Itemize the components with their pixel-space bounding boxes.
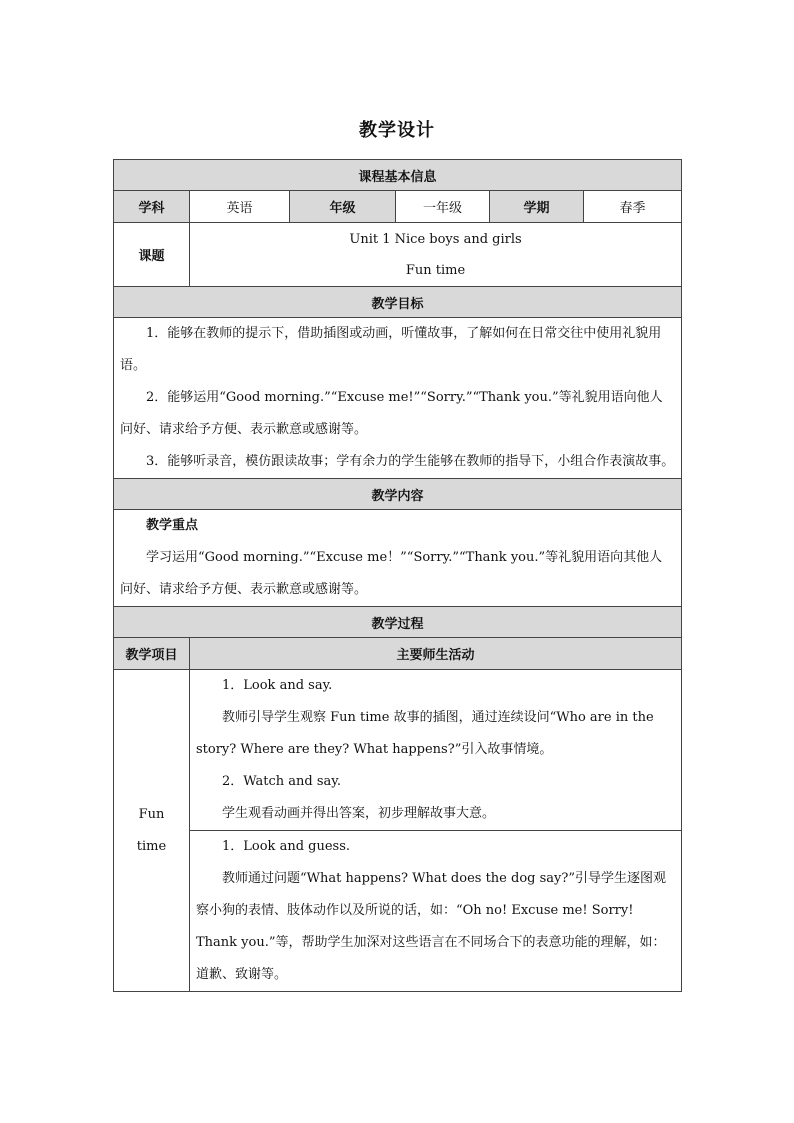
- process-item-line-2: time: [136, 838, 167, 854]
- activity-step-text: 教师通过问题“What happens? What does the dog say?”引导学生逐图观察小狗的表情、肢体动作以及所说的话，如：“Oh no! Excuse me! Sorry! Thank you.”等，帮助学生加深对这些语言在不同场合下的表意功能的理解，如：道歉、致谢等。: [196, 871, 666, 982]
- objective-item: 2．能够运用“Good morning.”“Excuse me!”“Sorry.”“Thank you.”等礼貌用语向他人问好、请求给予方便、表示歉意或感谢等。: [120, 390, 663, 437]
- activity-step-title: 2．Watch and say.: [222, 774, 342, 789]
- activity-block-2: [190, 831, 682, 992]
- activity-step-text: 学生观看动画并得出答案，初步理解故事大意。: [222, 806, 496, 821]
- objectives-body: [114, 318, 682, 479]
- process-item-line-1: Fun: [138, 806, 165, 822]
- topic-line-1: Unit 1 Nice boys and girls: [349, 231, 522, 247]
- content-body: [114, 510, 682, 607]
- focus-text: 学习运用“Good morning.”“Excuse me！”“Sorry.”“Thank you.”等礼貌用语向其他人问好、请求给予方便、表示歉意或感谢等。: [120, 550, 663, 597]
- objectives-header: 教学目标: [114, 287, 682, 318]
- process-item-col-header: 教学项目: [114, 638, 190, 670]
- lesson-plan-table: [113, 159, 682, 992]
- topic-label: 课题: [114, 223, 190, 287]
- objective-item: 3．能够听录音，模仿跟读故事；学有余力的学生能够在教师的指导下，小组合作表演故事。: [146, 454, 675, 469]
- term-value: 春季: [584, 191, 682, 223]
- document-title: 教学设计: [359, 120, 435, 141]
- grade-value: 一年级: [396, 191, 490, 223]
- content-header: 教学内容: [114, 479, 682, 510]
- basic-info-header: 课程基本信息: [114, 160, 682, 191]
- activity-step-text: 教师引导学生观察 Fun time 故事的插图，通过连续设问“Who are in the story? Where are they? What happens?”引入故事情境。: [196, 710, 654, 757]
- subject-value: 英语: [190, 191, 290, 223]
- topic-value: [190, 223, 682, 287]
- process-activity-col-header: 主要师生活动: [190, 638, 682, 670]
- term-label: 学期: [490, 191, 584, 223]
- objective-item: 1．能够在教师的提示下，借助插图或动画，听懂故事，了解如何在日常交往中使用礼貌用语。: [120, 326, 662, 373]
- subject-label: 学科: [114, 191, 190, 223]
- process-item-cell: [114, 670, 190, 992]
- focus-label: 教学重点: [146, 518, 199, 533]
- topic-line-2: Fun time: [405, 262, 466, 278]
- process-header: 教学过程: [114, 607, 682, 638]
- activity-step-title: 1．Look and say.: [222, 678, 333, 693]
- activity-step-title: 1．Look and guess.: [222, 839, 351, 854]
- activity-block-1: [190, 670, 682, 831]
- grade-label: 年级: [290, 191, 396, 223]
